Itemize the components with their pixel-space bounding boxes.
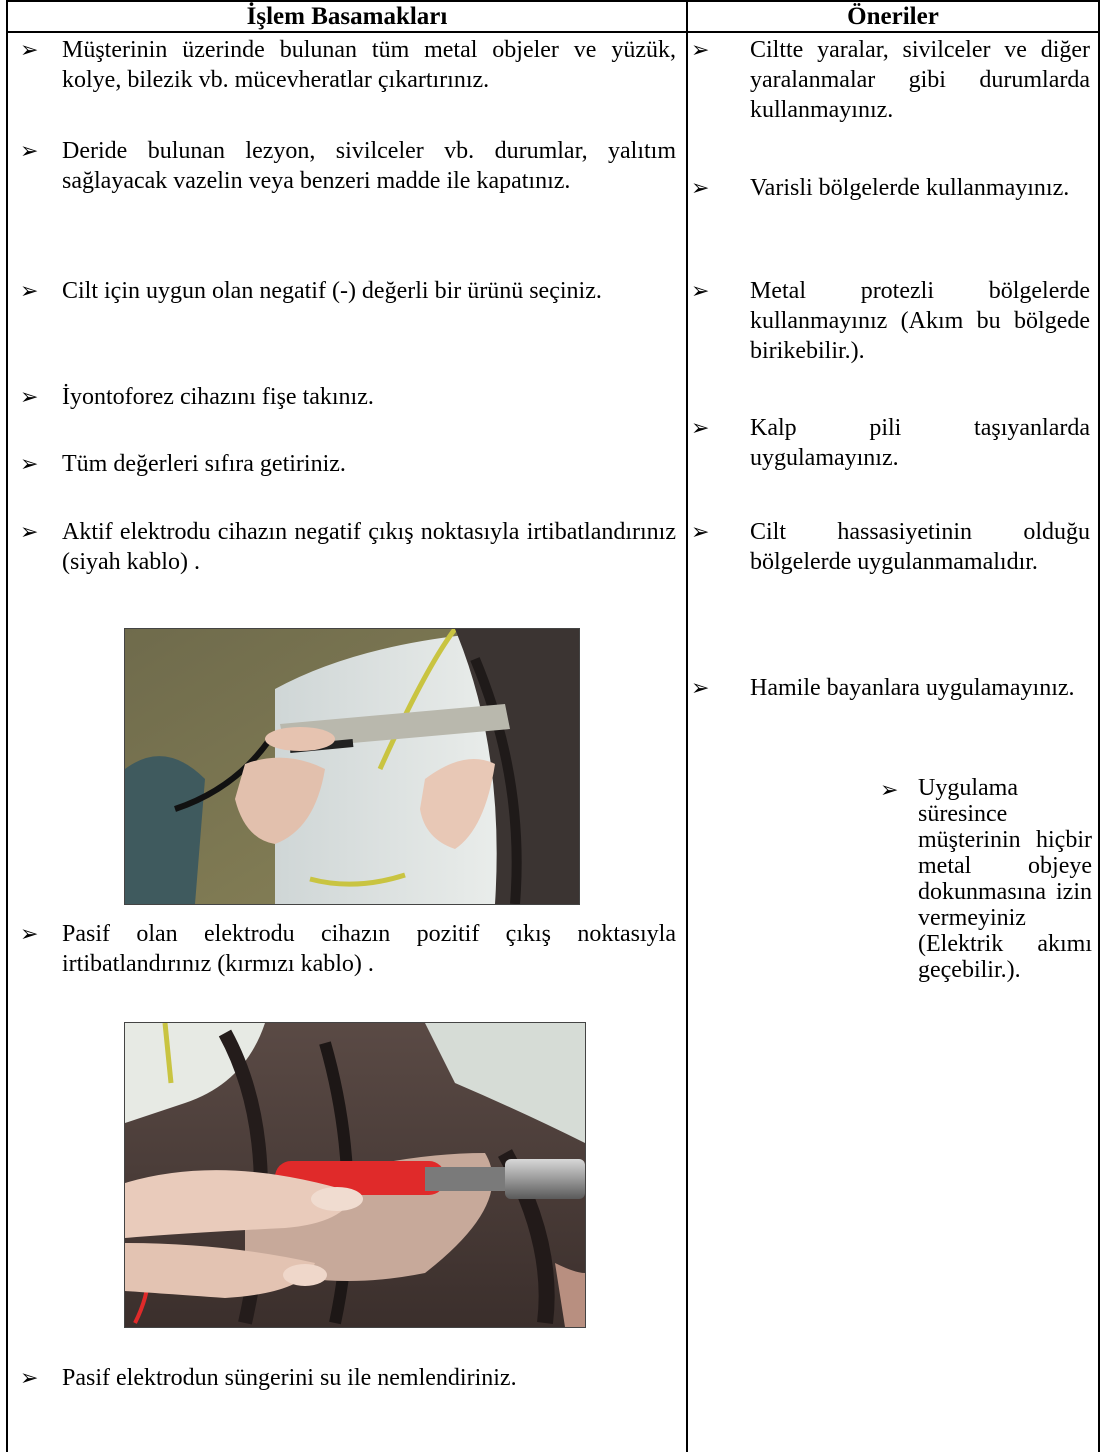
bullet-icon: ➢: [20, 278, 39, 303]
bullet-icon: ➢: [691, 519, 710, 544]
suggestion-item-2: Varisli bölgelerde kullanmayınız.: [750, 175, 1070, 201]
step-item-1: Müşterinin üzerinde bulunan tüm metal objeler ve yüzük, kolye, bilezik vb. mücevheratlar çıkartırınız.: [62, 37, 676, 93]
step-item-4: İyontoforez cihazını fişe takınız.: [62, 384, 374, 410]
table-right-border: [1098, 0, 1100, 1452]
suggestion-item-7: Uygulama süresince müşterinin hiçbir metal objeye dokunmasına izin vermeyiniz (Elektrik akımı geçebilir.).: [918, 775, 1092, 983]
table-left-border: [6, 0, 8, 1452]
column-divider: [686, 0, 688, 1452]
step-item-7: Pasif olan elektrodu cihazın pozitif çıkış noktasıyla irtibatlandırınız (kırmızı kablo) .: [62, 921, 676, 977]
step-item-6: Aktif elektrodu cihazın negatif çıkış noktasıyla irtibatlandırınız (siyah kablo) .: [62, 519, 676, 575]
bullet-icon: ➢: [691, 175, 710, 200]
passive-electrode-photo: [124, 1022, 586, 1328]
bullet-icon: ➢: [20, 519, 39, 544]
active-electrode-photo: [124, 628, 580, 905]
step-item-5: Tüm değerleri sıfıra getiriniz.: [62, 451, 346, 477]
step-item-3: Cilt için uygun olan negatif (-) değerli bir ürünü seçiniz.: [62, 278, 602, 304]
bullet-icon: ➢: [691, 37, 710, 62]
step-item-2: Deride bulunan lezyon, sivilceler vb. durumlar, yalıtım sağlayacak vazelin veya benzeri madde ile kapatınız.: [62, 138, 676, 194]
bullet-icon: ➢: [691, 415, 710, 440]
suggestion-item-5: Cilt hassasiyetinin olduğu bölgelerde uygulanmamalıdır.: [750, 519, 1090, 575]
bullet-icon: ➢: [691, 278, 710, 303]
suggestion-item-4: Kalp pili taşıyanlarda uygulamayınız.: [750, 415, 1090, 471]
bullet-icon: ➢: [20, 921, 39, 946]
bullet-icon: ➢: [691, 675, 710, 700]
suggestion-item-1: Ciltte yaralar, sivilceler ve diğer yaralanmalar gibi durumlarda kullanmayınız.: [750, 37, 1090, 123]
table-top-border: [6, 0, 1100, 2]
bullet-icon: ➢: [20, 1365, 39, 1390]
bullet-icon: ➢: [20, 451, 39, 476]
bullet-icon: ➢: [20, 384, 39, 409]
suggestion-item-6: Hamile bayanlara uygulamayınız.: [750, 675, 1075, 701]
suggestion-item-3: Metal protezli bölgelerde kullanmayınız (Akım bu bölgede birikebilir.).: [750, 278, 1090, 364]
bullet-icon: ➢: [880, 777, 899, 802]
step-item-8: Pasif elektrodun süngerini su ile nemlendiriniz.: [62, 1365, 517, 1391]
header-suggestions: Öneriler: [847, 3, 939, 30]
bullet-icon: ➢: [20, 37, 39, 62]
header-steps: İşlem Basamakları: [246, 3, 448, 30]
header-divider: [6, 31, 1100, 33]
bullet-icon: ➢: [20, 138, 39, 163]
procedure-table: [6, 0, 1100, 1452]
